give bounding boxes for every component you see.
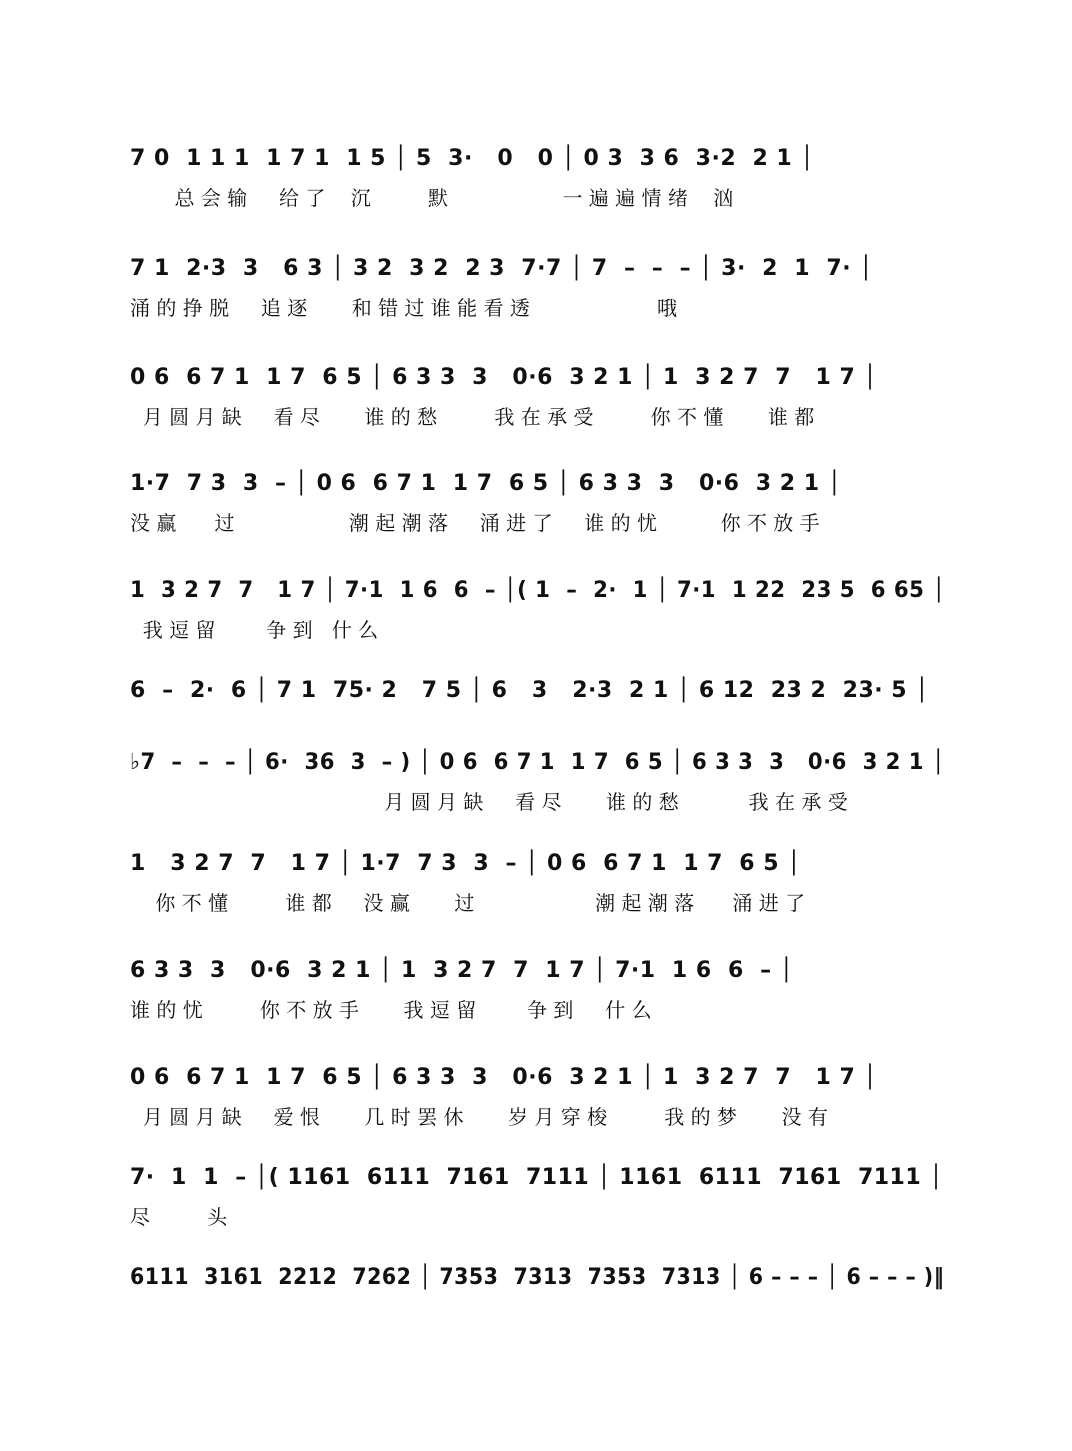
notation-row: 7· 1 1 – │( 1161 6111 7161 7111 │ 1161 6111 7161 7111 │ [130,1165,944,1190]
lyrics-row: 涌 的 挣 脱 追 逐 和 错 过 谁 能 看 透 哦 [130,296,678,320]
notation-row: 6 3 3 3 0·6 3 2 1 │ 1 3 2 7 7 1 7 │ 7·1 1 6 6 – │ [130,958,794,983]
lyrics-row: 没 赢 过 潮 起 潮 落 涌 进 了 谁 的 忧 你 不 放 手 [130,511,820,535]
notation-row: 7 1 2·3 3 6 3 │ 3 2 3 2 2 3 7·7 │ 7 – – – │ 3· 2 1 7· │ [130,256,873,281]
notation-row: 6 – 2· 6 │ 7 1 75· 2 7 5 │ 6 3 2·3 2 1 │ 6 12 23 2 23· 5 │ [130,678,929,703]
notation-row: ♭7 – – – │ 6· 36 3 – ) │ 0 6 6 7 1 1 7 6 5 │ 6 3 3 3 0·6 3 2 1 │ [130,750,946,775]
lyrics-row: 尽 头 [130,1205,228,1229]
notation-row: 1·7 7 3 3 – │ 0 6 6 7 1 1 7 6 5 │ 6 3 3 3 0·6 3 2 1 │ [130,471,842,496]
lyrics-row: 我 逗 留 争 到 什 么 [130,618,379,642]
lyrics-row: 总 会 输 给 了 沉 默 一 遍 遍 情 绪 汹 [130,186,734,210]
lyrics-row: 月 圆 月 缺 爱 恨 几 时 罢 休 岁 月 穿 梭 我 的 梦 没 有 [130,1105,828,1129]
notation-row: 0 6 6 7 1 1 7 6 5 │ 6 3 3 3 0·6 3 2 1 │ 1 3 2 7 7 1 7 │ [130,1065,878,1090]
notation-row: 0 6 6 7 1 1 7 6 5 │ 6 3 3 3 0·6 3 2 1 │ 1 3 2 7 7 1 7 │ [130,365,878,390]
notation-row: 1 3 2 7 7 1 7 │ 1·7 7 3 3 – │ 0 6 6 7 1 1 7 6 5 │ [130,851,801,876]
lyrics-row: 谁 的 忧 你 不 放 手 我 逗 留 争 到 什 么 [130,998,652,1022]
lyrics-row: 月 圆 月 缺 看 尽 谁 的 愁 我 在 承 受 [130,790,848,814]
notation-row: 7 0 1 1 1 1 7 1 1 5 │ 5 3· 0 0 │ 0 3 3 6 3·2 2 1 │ [130,146,815,171]
lyrics-row: 你 不 懂 谁 都 没 赢 过 潮 起 潮 落 涌 进 了 [130,891,806,915]
lyrics-row: 月 圆 月 缺 看 尽 谁 的 愁 我 在 承 受 你 不 懂 谁 都 [130,405,815,429]
notation-row: 1 3 2 7 7 1 7 │ 7·1 1 6 6 – │( 1 – 2· 1 │ 7·1 1 22 23 5 6 65 │ [130,578,946,603]
notation-row: 6111 3161 2212 7262 │ 7353 7313 7353 7313 │ 6 – – – │ 6 – – – )‖ [130,1265,945,1290]
